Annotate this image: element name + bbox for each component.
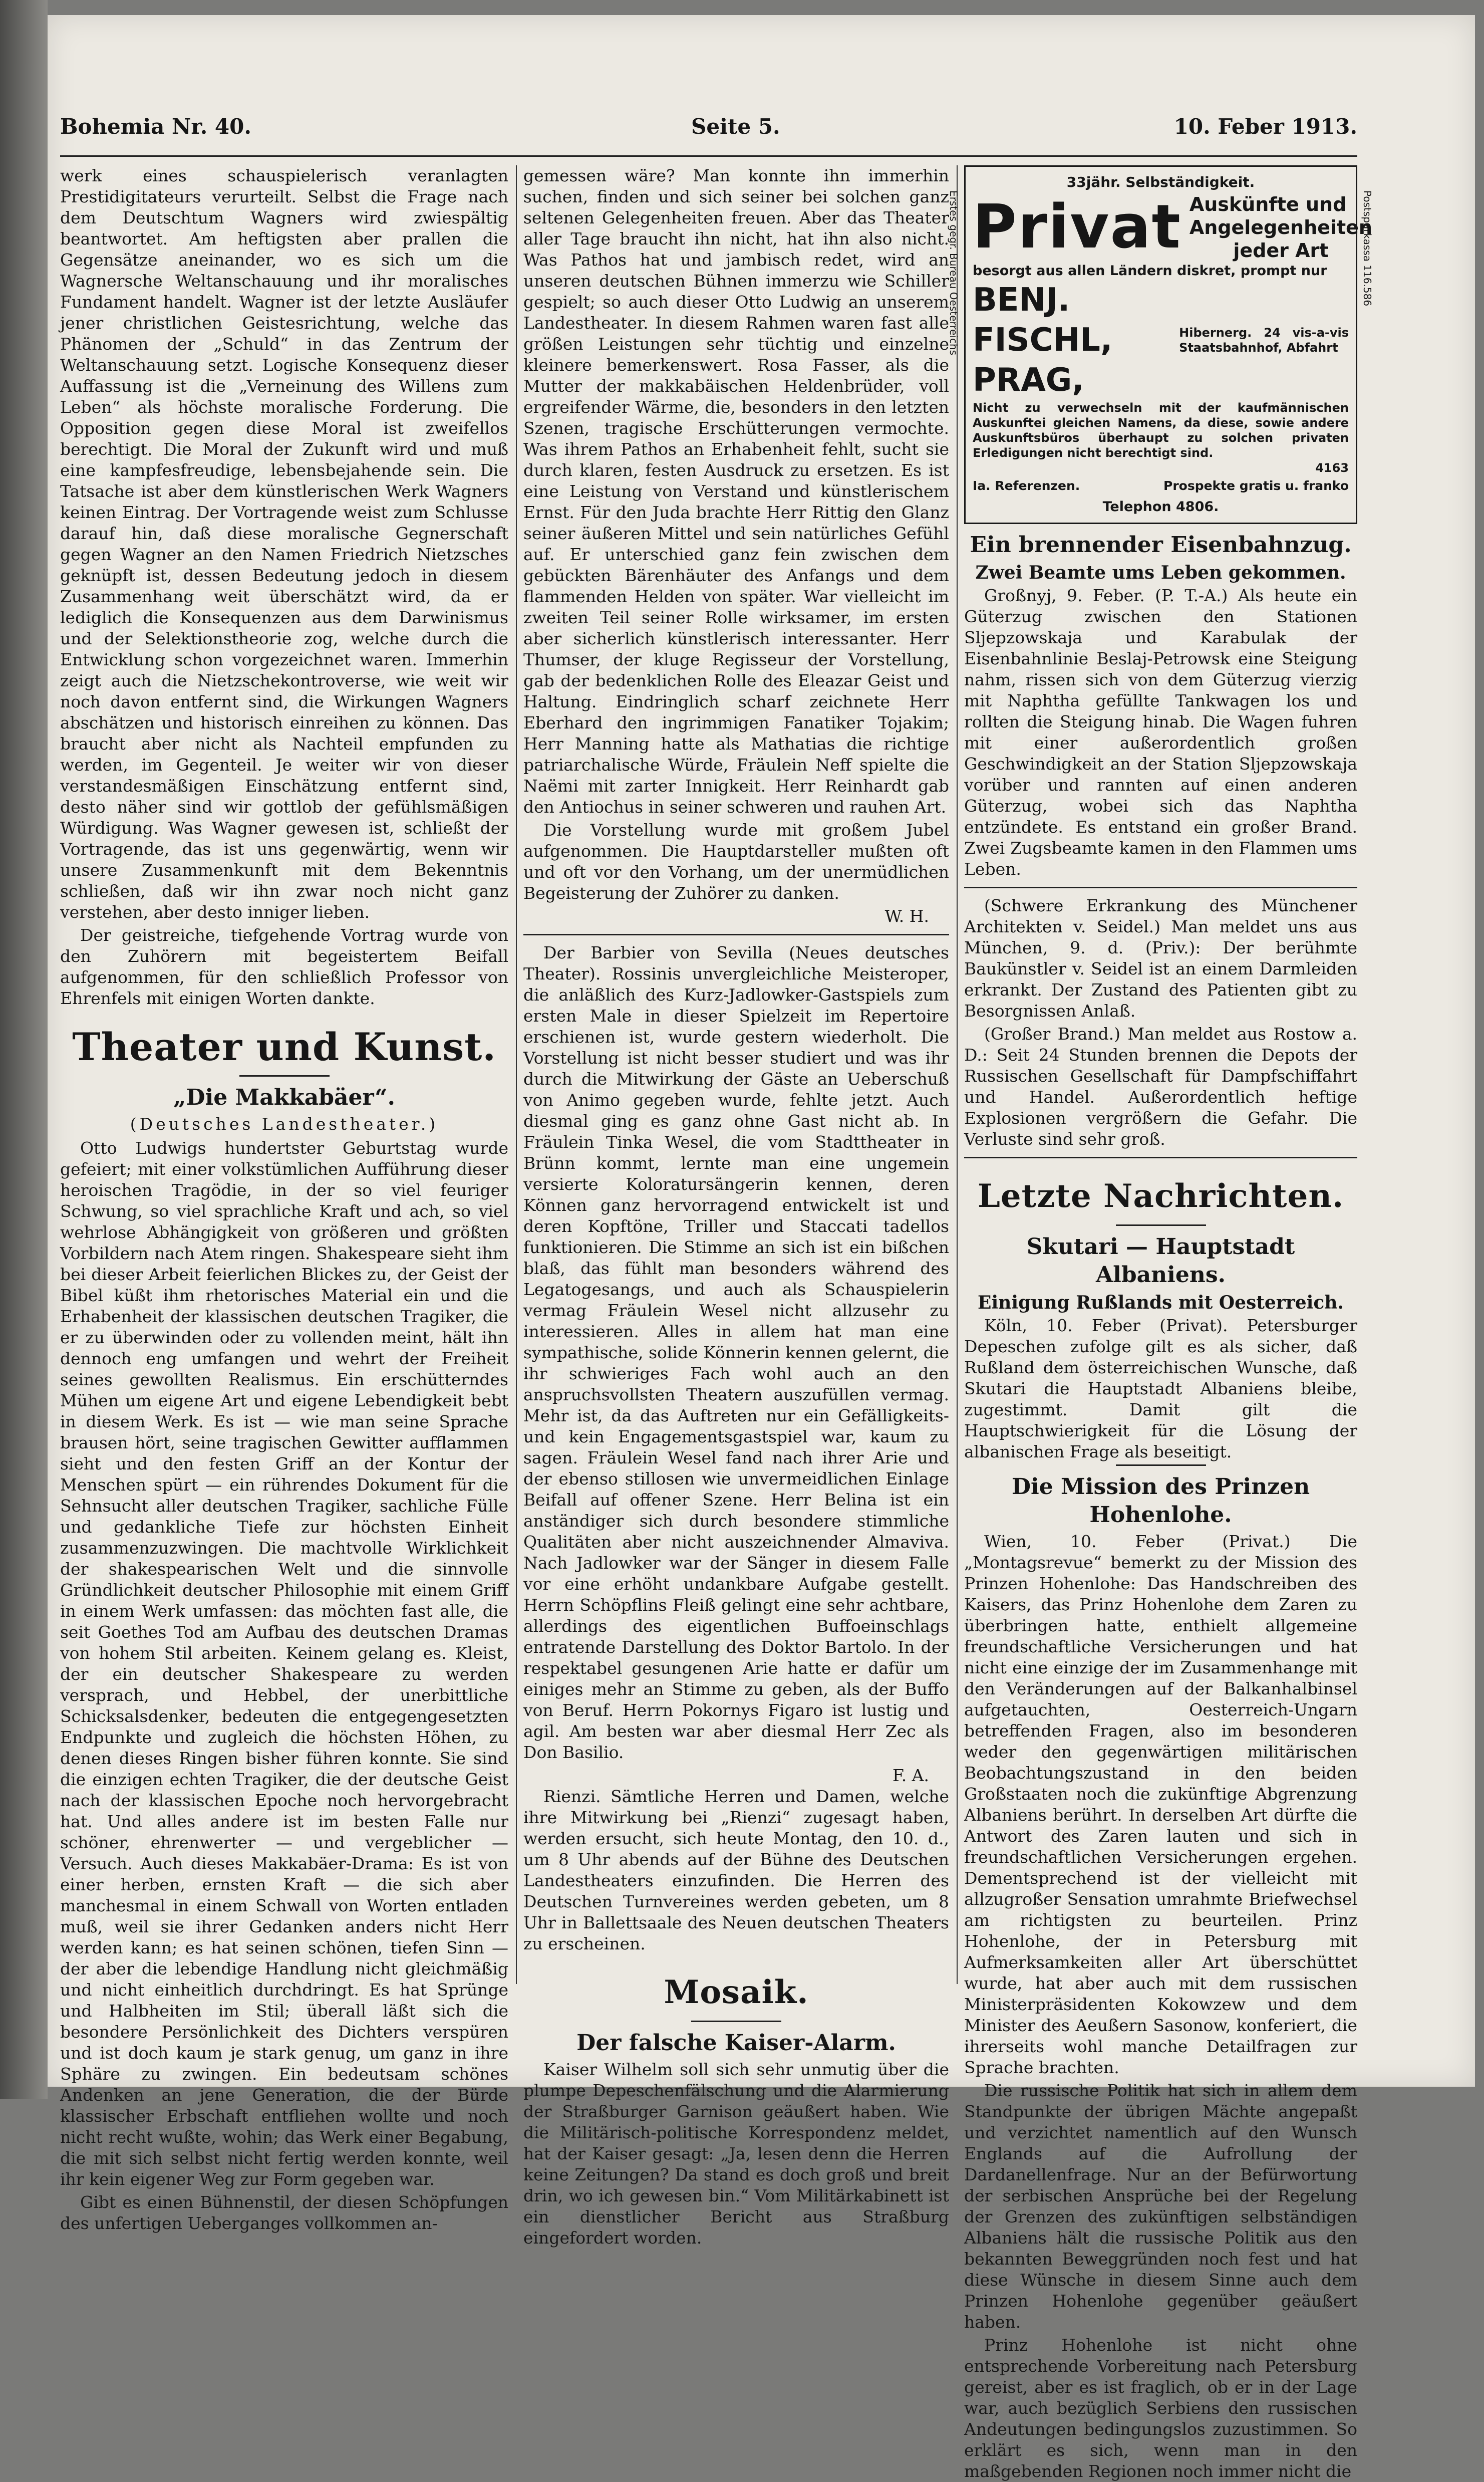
article-subtitle: (Deutsches Landestheater.) — [130, 1114, 439, 1134]
signature: W. H. — [884, 906, 929, 926]
article-title: Die Mission des Prinzen Hohenlohe. — [1011, 1474, 1310, 1528]
ad-firm-name: BENJ. FISCHL, PRAG, — [973, 282, 1113, 399]
paragraph: Großnyj, 9. Feber. (P. T.-A.) Als heute ein Güterzug zwischen den Stationen Sljepzowskaja und Karabulak der Eisenbahnlinie Beslaj-Petrowsk eine Steigung nahm, rissen sich von dem Güterzug vierzig mit Naphtha gefüllte Tankwagen los und rollten die Steigung hinab. Die Wagen fuhren mit einer außerordentlich großen Geschwindigkeit an der Station Sljepzowskaja vorüber und rannten auf einen anderen Güterzug, wobei sich das Naphtha entzündete. Es entstand ein großer Brand. Zwei Zugsbeamte kamen in den Flammen ums Leben. — [964, 586, 1357, 879]
paragraph: (Schwere Erkrankung des Münchener Architekten v. Seidel.) Man meldet uns aus München, 9. d. (Priv.): Der berühmte Baukünstler v. Seidel ist an einem Darmleiden erkrankt. Der Zustand des Patienten gibt zu Besorgnissen Anlaß. — [964, 896, 1357, 1021]
column-2 — [523, 165, 949, 2248]
article-title: „Die Makkabäer“. — [173, 1085, 395, 1110]
column-divider — [516, 165, 517, 1984]
article-title: Skutari — Hauptstadt Albaniens. — [1026, 1234, 1295, 1288]
header-page-number: Seite 5. — [691, 114, 780, 139]
ad-references: Ia. Referenzen. — [973, 478, 1080, 493]
ad-side-text: Postsparkassa 116.586 — [1361, 190, 1373, 307]
divider — [691, 2021, 781, 2022]
ad-text: besorgt aus allen Ländern diskret, prompt nur — [973, 263, 1327, 279]
article-subtitle: Einigung Rußlands mit Oesterreich. — [978, 1292, 1344, 1313]
paragraph: Rienzi. Sämtliche Herren und Damen, welche ihre Mitwirkung bei „Rienzi“ zugesagt haben, werden ersucht, sich heute Montag, den 10. d., um 8 Uhr abends auf der Bühne des Deutschen Landestheaters einzufinden. Die Herren des Deutschen Turnvereines werden gebeten, um 8 Uhr in Ballettsaale des Neuen deutschen Theaters zu erscheinen. — [523, 1787, 949, 1953]
ad-tagline: 33jähr. Selbständigkeit. — [1066, 174, 1255, 190]
ad-side-text: Erstes gegr. Bureau Oesterreichs — [948, 190, 960, 355]
header-date: 10. Feber 1913. — [1173, 114, 1357, 139]
divider — [964, 887, 1357, 888]
ad-text: jeder Art — [1233, 239, 1329, 262]
article-title: Der falsche Kaiser-Alarm. — [576, 2030, 896, 2056]
ad-telephone: Telephon 4806. — [1102, 499, 1219, 515]
divider — [239, 1075, 330, 1077]
section-title: Mosaik. — [664, 1973, 809, 2011]
paragraph: Der geistreiche, tiefgehende Vortrag wurde von den Zuhörern mit begeistertem Beifall aufgenommen, für den schließlich Professor von Ehrenfels mit einigen Worten dankte. — [60, 925, 508, 1008]
page-edge — [0, 0, 48, 2099]
paragraph: Kaiser Wilhelm soll sich sehr unmutig über die plumpe Depeschenfälschung und die Alarmierung der Straßburger Garnison geäußert haben. Wie die Militärisch-politische Korrespondenz meldet, hat der Kaiser gesagt: „Ja, lesen denn die Herren keine Zeitungen? Da stand es doch groß und breit drin, wo ich gewesen bin.“ Vom Militärkabinett ist ein dienstlicher Bericht aus Straßburg eingefordert worden. — [523, 2060, 949, 2248]
paragraph: Wien, 10. Feber (Privat.) Die „Montagsrevue“ bemerkt zu der Mission des Prinzen Hohenlohe: Das Handschreiben des Kaisers, das Prinz Hohenlohe dem Zaren zu überbringen hatte, enthielt allgemeine freundschaftliche Versicherungen und hat nicht eine einzige der im Zusammenhange mit den Veränderungen auf der Balkanhalbinsel aufgetauchten, Oesterreich-Ungarn betreffenden Fragen, also im besonderen weder den gegenwärtigen militärischen Beobachtungszustand in den beiden Großstaaten noch die zukünftige Abgrenzung Albaniens berührt. In derselben Art dürfte die Antwort des Zaren lauten und sich in freundschaftlichen Versicherungen ergehen. Dementsprechend ist der vielleicht mit allzugroßer Sensation umrahmte Briefwechsel am richtigsten zu beurteilen. Prinz Hohenlohe, der in Petersburg mit Aufmerksamkeiten aller Art überschüttet wurde, hat aber auch mit dem russischen Ministerpräsidenten Kokowzew und dem Minister des Aeußern Sasonow, konferiert, die ihrerseits wohl manche Detailfragen zur Sprache brachten. — [964, 1532, 1357, 2077]
ad-code: 4163 — [1315, 461, 1349, 475]
signature: F. A. — [892, 1766, 929, 1785]
section-title: Theater und Kunst. — [72, 1025, 496, 1069]
ad-headline: Privat — [973, 192, 1181, 262]
column-divider — [957, 165, 958, 1984]
article-subtitle: Zwei Beamte ums Leben gekommen. — [975, 562, 1346, 583]
page-header — [60, 114, 1357, 149]
header-issue: Bohemia Nr. 40. — [60, 114, 251, 139]
ad-prospects: Prospekte gratis u. franko — [1163, 478, 1349, 493]
header-rule — [60, 155, 1357, 157]
paragraph: Der Barbier von Sevilla (Neues deutsches Theater). Rossinis unvergleichliche Meisteroper, die anläßlich des Kurz-Jadlowker-Gastspiels zum ersten Male in dieser Spielzeit im Repertoire erschienen ist, wurde gestern wiederholt. Die Vorstellung ist nicht besser studiert und was ihr durch die Mitwirkung der Gäste an Ueberschuß von Animo gegeben wurde, fehlte jetzt. Auch diesmal ging es ganz ohne Gast nicht ab. In Fräulein Tinka Wesel, die vom Stadttheater in Brünn kommt, lernte man eine ungemein versierte Koloratursängerin kennen, deren Können ganz hervorragend entwickelt ist und deren Kopftöne, Triller und Staccati tadellos funktionieren. Die Stimme an sich ist ein bißchen blaß, das fühlt man besonders während des Legatogesangs, und auch als Schauspielerin vermag Fräulein Wesel nicht allzusehr zu interessieren. Alles in allem hat man eine sympathische, solide Könnerin kennen gelernt, die ihr schwieriges Fach wohl auch an den anspruchsvollsten Theatern auszufüllen vermag. Mehr ist, da das Auftreten nur ein Gefälligkeits- und kein Engagementsgastspiel war, kaum zu sagen. Fräulein Wesel fand nach ihrer Arie und der ebenso stillosen wie unvermeidlichen Einlage Beifall auf offener Szene. Herr Belina ist ein anständiger sich durch besondere stimmliche Qualitäten aber nicht auszeichnender Almaviva. Nach Jadlowker war der Sänger in diesem Falle vor eine erhöht undankbare Aufgabe gestellt. Herrn Schöpflins Fleiß gelingt eine sehr achtbare, allerdings des eigentlichen Buffoeinschlags entratende Darstellung des Doktor Bartolo. In der respektabel gesungenen Arie hatte er dafür um einiges mehr an Stimme zu geben, als der Buffo von Beruf. Herrn Pokornys Figaro ist lustig und agil. Am besten war aber diesmal Herr Zec als Don Basilio. — [523, 943, 949, 1762]
divider — [964, 1157, 1357, 1158]
article-title: Ein brennender Eisenbahnzug. — [970, 532, 1352, 558]
divider — [1116, 1224, 1206, 1226]
ad-address: Hibernerg. 24 vis-a-vis Staatsbahnhof, Abfahrt — [1179, 326, 1349, 355]
paragraph: werk eines schauspielerisch veranlagten Prestidigitateurs verurteilt. Selbst die Frage nach dem Deutschtum Wagners wird zwiespältig beantwortet. Am heftigsten aber prallen die Gegensätze aneinander, wo es sich um die Wagnersche Weltanschauung und ihr moralisches Fundament handelt. Wagner ist der letzte Ausläufer jener christlichen Geistesrichtung, welche das Phänomen der „Schuld“ in das Zentrum der Weltanschauung setzt. Logische Konsequenz dieser Auffassung ist die „Verneinung des Willens zum Leben“ als höchste moralische Forderung. Die Opposition gegen diese Moral ist zweifellos berechtigt. Die Moral der Zukunft wird und muß eine kampfesfreudige, lebensbejahende sein. Die Tatsache ist aber dem künstlerischen Werk Wagners keinen Eintrag. Der Vortragende weist zum Schlusse darauf hin, daß diese moralische Gegnerschaft gegen Wagner an den Namen Friedrich Nietzsches geknüpft ist, dessen Bedeutung jedoch in diesem Zusammenhang weit überschätzt wird, da er lediglich die Konsequenzen aus dem Darwinismus und der Selektionstheorie zog, welche durch die Entwicklung schon vorgezeichnet waren. Immerhin zeigt auch die Nietzschekontroverse, wie weit wir noch davon entfernt sind, die Wirkungen Wagners abschätzen und historisch einreihen zu können. Das braucht aber nicht als Nachteil empfunden zu werden, im Gegenteil. Je weiter wir von dieser verstandesmäßigen Einschätzung entfernt sind, desto näher sind wir gottlob der gefühlsmäßigen Würdigung. Was Wagner gewesen ist, schließt der Vortragende, das ist uns gegenwärtig, wenn wir unsere Zusammenkunft mit dem Bekenntnis schließen, daß wir ihn zwar noch nicht ganz verstehen, aber desto inniger lieben. — [60, 166, 508, 922]
divider — [523, 934, 949, 935]
divider — [1116, 1464, 1206, 1466]
ad-text: Auskünfte und — [1189, 193, 1347, 215]
paragraph: Prinz Hohenlohe ist nicht ohne entsprechende Vorbereitung nach Petersburg gereist, aber es ist fraglich, ob er in der Lage war, auch bezüglich Serbiens den russischen Andeutungen bedingungslos zuzustimmen. So erklärt es sich, wenn man in den maßgebenden Regionen noch immer nicht die — [964, 2335, 1357, 2481]
section-title: Letzte Nachrichten. — [977, 1177, 1344, 1215]
ad-warning: Nicht zu verwechseln mit der kaufmännischen Auskunftei gleichen Namens, da diese, sowie andere Auskunftsbüros überhaupt zu solchen privaten Erledigungen nicht berechtigt sind. — [973, 401, 1349, 460]
paragraph: Die russische Politik hat sich in allem dem Standpunkte der übrigen Mächte angepaßt und verzichtet namentlich auf den Wunsch Englands auf die Aufrollung der Dardanellenfrage. Nur an der Befürwortung der serbischen Ansprüche bei der Regelung der Grenzen des zukünftigen selbständigen Albaniens hält die russische Politik aus den bekannten Beweggründen noch fest und hat diese Wünsche in diesem Sinne auch dem Prinzen Hohenlohe gegenüber geäußert haben. — [964, 2081, 1357, 2332]
paragraph: Gibt es einen Bühnenstil, der diesen Schöpfungen des unfertigen Ueberganges vollkommen an- — [60, 2192, 508, 2233]
paragraph: gemessen wäre? Man konnte ihn immerhin suchen, finden und sich seiner bei solchen ganz seltenen Gelegenheiten freuen. Aber das Theater aller Tage braucht ihn nicht, hat ihn also nicht. Was Pathos hat und jambisch redet, wird an unseren deutschen Bühnen immerzu wie Schiller gespielt; so auch dieser Otto Ludwig an unserem Landestheater. In diesem Rahmen waren fast alle größen Leistungen sehr tüchtig und einzelne kleinere bemerkenswert. Rosa Fasser, als die Mutter der makkabäischen Heldenbrüder, voll ergreifender Wärme, die, besonders in den letzten Szenen, tragische Erschütterungen vermochte. Was ihrem Pathos an Erhabenheit fehlt, sucht sie durch klaren, festen Ausdruck zu ersetzen. Es ist eine Leistung von Verstand und künstlerischem Ernst. Für den Juda brachte Herr Rittig den Glanz seiner äußeren Mittel und sein natürliches Gefühl auf. Er unterschied ganz fein zwischen dem gebückten Bärenhäuter des Anfangs und dem flammenden Helden von später. War vielleicht im zweiten Teil seiner Rolle wirksamer, im ersten aber sicherlich künstlerisch interessanter. Herr Thumser, der kluge Regisseur der Vorstellung, gab der bedenklichen Rolle des Eleazar Geist und Haltung. Eindringlich scharf zeichnete Herr Eberhard den ingrimmigen Fanatiker Tojakim; Herr Manning hatte als Mathatias die richtige patriarchalische Würde, Fräulein Neff spielte die Naëmi mit zarter Innigkeit. Herr Reinhardt gab den Antiochus in seiner schweren und rauhen Art. — [523, 166, 949, 817]
paragraph: Die Vorstellung wurde mit großem Jubel aufgenommen. Die Hauptdarsteller mußten oft und oft vor den Vorhang, um der unermüdlichen Begeisterung der Zuhörer zu danken. — [523, 820, 949, 903]
paragraph: Köln, 10. Feber (Privat). Petersburger Depeschen zufolge gilt es als sicher, daß Rußland dem österreichischen Wunsche, daß Skutari die Hauptstadt Albaniens bleibe, zugestimmt. Damit gilt die Hauptschwierigkeit für die Lösung der albanischen Frage als beseitigt. — [964, 1316, 1357, 1461]
paragraph: Otto Ludwigs hundertster Geburtstag wurde gefeiert; mit einer volkstümlichen Aufführung dieser heroischen Tragödie, in der so viel feuriger Schwung, so viel sprachliche Kraft und ach, so viel wehrlose Abhängigkeit von größeren und größten Vorbildern nach Atem ringen. Shakespeare sieht ihm bei dieser Arbeit feierlichen Blickes zu, der Geist der Bibel küßt ihm rhetorisches Material ein und die Erhabenheit der klassischen deutschen Tragiker, die er zu überwinden oder zu vollenden meint, hält ihn dennoch eng umfangen und wehrt der Freiheit seines gewollten Realismus. Ein erschütterndes Mühen um eigene Art und eigene Lebendigkeit bebt in diesem Werk. Es ist — wie man seine Sprache brausen hört, seine tragischen Gewitter aufflammen sieht und den festen Griff an der Kontur der Menschen spürt — ein rührendes Dokument für die Sehnsucht aller deutschen Tragiker, sachliche Fülle und gedankliche Tiefe zur höchsten Einheit zusammenzuzwingen. Die machtvolle Wirklichkeit der shakespearischen Welt und die sinnvolle Gründlichkeit deutscher Philosophie mit einem Griff in einem Werk umfassen: das möchten fast alle, die seit Goethes Tod am Aufbau des deutschen Dramas von hohem Stil arbeiten. Keinem gelang es. Kleist, der ein deutscher Shakespeare zu werden versprach, und Hebbel, der unerbittliche Schicksalsdenker, bedeuten die entgegengesetzten Endpunkte und zugleich die höchsten Höhen, zu denen dieses Ringen bisher führen konnte. Sie sind die einzigen echten Tragiker, die der deutsche Geist nach der klassischen Epoche noch hervorgebracht hat. Und alles andere ist im besten Falle nur schöner, ehrenwerter — und vergeblicher — Versuch. Auch dieses Makkabäer-Drama: Es ist von einer herben, ernsten Kraft — die sich aber manchesmal in einem Schwall von Worten entladen muß, weil sie ihrer Gedanken anders nicht Herr werden kann; es hat seinen schönen, tiefen Sinn — der aber die lebendige Handlung nicht gleichmäßig und nicht einheitlich durchdringt. Es hat Sprünge und Halbheiten im Stil; überall läßt sich die besondere Persönlichkeit des Dichters verspüren und ist doch kaum je stark genug, um ganz in ihre Sphäre zu zwingen. Ein bedeutsam schönes Andenken an jene Generation, die der Bürde klassischer Erbschaft entfliehen wollte und noch nicht recht wußte, wohin; das Werk einer Begabung, die mit sich selbst nicht fertig werden konnte, weil ihr kein eigener Weg zur Form gegeben war. — [60, 1138, 508, 2189]
paragraph: (Großer Brand.) Man meldet aus Rostow a. D.: Seit 24 Stunden brennen die Depots der Russischen Gesellschaft für Dampfschiffahrt und Handel. Außerordentlich heftige Explosionen vergrößern die Gefahr. Die Verluste sind sehr groß. — [964, 1024, 1357, 1149]
column-1 — [60, 165, 508, 2233]
ad-text: Angelegenheiten — [1189, 216, 1372, 238]
